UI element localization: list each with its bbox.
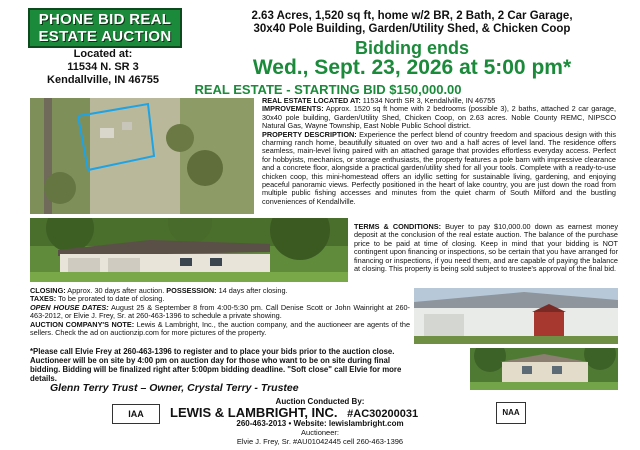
company-row xyxy=(170,405,480,420)
company-name: LEWIS & LAMBRIGHT, INC. xyxy=(170,405,338,420)
title-line-1: PHONE BID REAL xyxy=(38,11,172,28)
taxes-label: TAXES: xyxy=(30,294,57,304)
located-label-bold: REAL ESTATE LOCATED AT: xyxy=(262,96,361,105)
property-details xyxy=(262,97,616,206)
improvements-label: IMPROVEMENTS: xyxy=(262,104,324,114)
auction-title xyxy=(28,8,182,48)
address-line-2: Kendallville, IN 46755 xyxy=(47,74,159,86)
address-line-1: 11534 N. SR 3 xyxy=(67,61,139,73)
note-label: AUCTION COMPANY'S NOTE: xyxy=(30,319,135,329)
possession-label: POSSESSION: xyxy=(166,286,217,295)
description-label: PROPERTY DESCRIPTION: xyxy=(262,129,357,139)
house-photo xyxy=(30,218,348,282)
taxes-value: To be prorated to date of closing. xyxy=(56,294,165,304)
pole-building-photo xyxy=(414,288,618,344)
located-label: Located at: xyxy=(73,48,133,60)
description-paragraph xyxy=(262,131,616,207)
terms-value: Buyer to pay $10,000.00 down as earnest money deposit at the conclusion of the real estate auction. The balance of the purchase price to be paid at time of closing. Keep in mind that your bidding is NOT contingent upon financing or inspections, so be certain that you have arranged for financing or inspections, if you need them, and are capable of paying the balance at closing. This property is being sold subject to trustee's approval of the final bid. xyxy=(354,222,618,274)
terms-paragraph xyxy=(354,223,618,273)
license-number: #AC30200031 xyxy=(347,408,419,420)
pole-building-graphic xyxy=(414,288,618,344)
closing-label: CLOSING: xyxy=(30,286,66,295)
starting-bid: REAL ESTATE - STARTING BID $150,000.00 xyxy=(194,82,462,97)
note-value: Lewis & Lambright, Inc., the auction company, and the auctioneer are agents of the sellers. Check the ad on auctionzip.com for more pictures of the property. xyxy=(30,319,410,338)
description-value: Experience the perfect blend of country freedom and spacious design with this charming ranch home, beautifully situated on over two and a half acres of level land. The residence offers seamless, main-level living paired with an attached garage that provides effortless everyday access. Perfect for hobbyists, mechanics, or storage enthusiasts, the property features a pole barn with impressive clearance and a concrete floor, alongside a practical garden/utility shed for all your tools. Complete with a ready-to-use chicken coop, this mini-homestead offers an idyllic setting for sustainable living, gardening, and enjoying peaceful panoramic views. Perfectly positioned in the heart of lake country, you are just down the road from multiple public fishing accesses and minutes from the quiet charm of South Milford and the bustling conveniences of Kendallville. xyxy=(262,129,616,206)
auctioneer-info: Elvie J. Frey, Sr. #AU01042445 cell 260-463-1396 xyxy=(236,437,404,446)
aerial-photo xyxy=(30,98,254,214)
iaa-logo-text: IAA xyxy=(128,409,144,419)
open-house-label: OPEN HOUSE DATES: xyxy=(30,302,109,312)
naa-logo-text: NAA xyxy=(502,408,520,417)
bidding-date: Wed., Sept. 23, 2026 at 5:00 pm* xyxy=(252,56,572,79)
auctioneer-label: Auctioneer: xyxy=(301,428,339,437)
title-line-2: ESTATE AUCTION xyxy=(38,28,172,45)
aerial-map-graphic xyxy=(30,98,254,214)
improvements-paragraph xyxy=(262,105,616,130)
shed-photo xyxy=(470,348,618,390)
house-photo-graphic xyxy=(30,218,348,282)
open-house-value: August 25 & September 8 from 4:00-5:30 pm. Call Denise Scott or John Wainright at 260-463-2012, or Elvie J. Frey, Sr. at 260-463-1396 to schedule a private showing. xyxy=(30,302,410,321)
company-contact: 260-463-2013 • Website: lewislambright.com xyxy=(236,419,404,428)
closing-block xyxy=(30,287,410,337)
closing-value: Approx. 30 days after auction. xyxy=(65,286,167,295)
conducted-by: Auction Conducted By: xyxy=(275,397,365,406)
possession-value: 14 days after closing. xyxy=(216,286,288,295)
open-house-paragraph xyxy=(30,304,410,321)
terms-label: TERMS & CONDITIONS: xyxy=(354,222,442,231)
shed-graphic xyxy=(470,348,618,390)
bidding-ends: Bidding ends xyxy=(355,38,469,58)
note-paragraph xyxy=(30,321,410,338)
located-value: 11534 North SR 3, Kendallville, IN 46755 xyxy=(360,96,496,105)
call-instructions: *Please call Elvie Frey at 260-463-1396 to register and to place your bids prior to the auction close. Auctioneer will be on site by 4:00 pm on auction day for those who want to be on site during final bidding. Bidding will be finalized right after 5:00pm bidding deadline. "Soft close" call Elvie for more details. xyxy=(30,347,402,383)
summary-line-1: 2.63 Acres, 1,520 sq ft, home w/2 BR, 2 Bath, 2 Car Garage, xyxy=(251,10,573,22)
owners-line: Glenn Terry Trust – Owner, Crystal Terry - Trustee xyxy=(50,382,299,394)
summary-line-2: 30x40 Pole Building, Garden/Utility Shed, & Chicken Coop xyxy=(253,23,571,35)
improvements-value: Approx. 1520 sq ft home with 2 bedrooms (possible 3), 2 baths, attached 2 car garage, 30x40 pole building, Garden/Utility Shed, Chicken Coop, on 2.63 acres. Noble County REMC, NIPSCO Natural Gas, Wayne Township, East Noble Public School district. xyxy=(262,104,616,131)
